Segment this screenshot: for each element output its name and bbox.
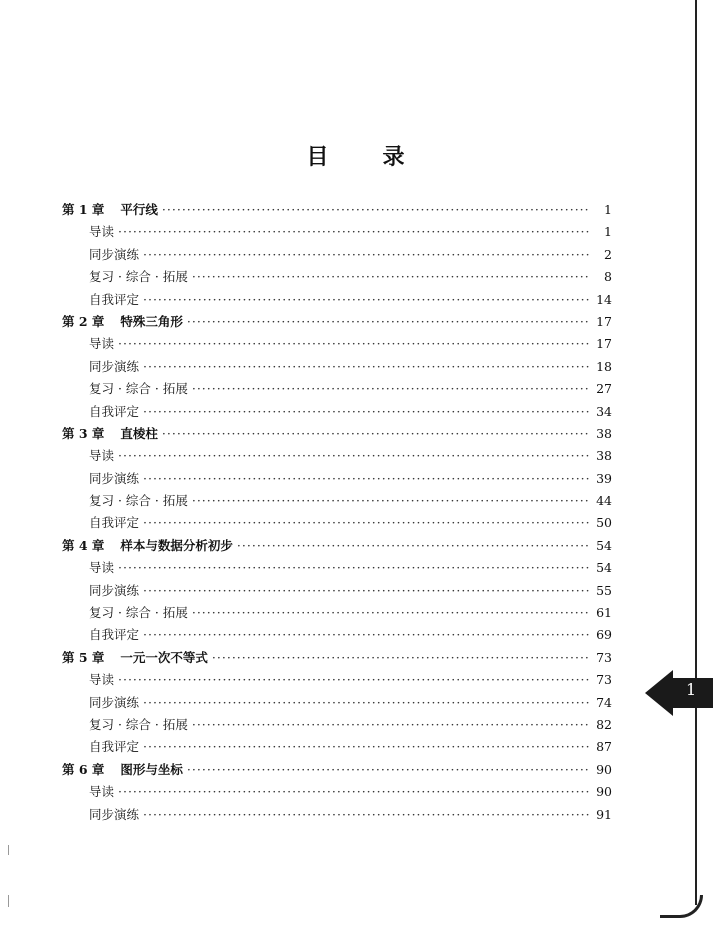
section-title: 导读	[89, 448, 115, 464]
page-number: 73	[596, 649, 612, 665]
chapter-title: 一元一次不等式	[120, 649, 208, 665]
chapter-number: 第 6 章	[62, 761, 105, 777]
toc-chapter-row[interactable]	[62, 423, 612, 445]
toc-section-row[interactable]	[62, 669, 612, 691]
toc-section-row[interactable]	[62, 378, 612, 400]
dot-leader	[192, 602, 590, 624]
dot-leader	[212, 647, 590, 669]
dot-leader	[237, 535, 590, 557]
page-curl	[660, 895, 703, 918]
page-number: 82	[596, 716, 612, 732]
toc-chapter-row[interactable]	[62, 759, 612, 781]
dot-leader	[162, 199, 590, 221]
chapter-number: 第 1 章	[62, 202, 105, 217]
page-number: 8	[604, 269, 612, 285]
section-title: 自我评定	[89, 627, 140, 643]
dot-leader	[192, 266, 590, 288]
toc-chapter-row[interactable]	[62, 311, 612, 333]
section-title: 导读	[89, 336, 115, 352]
section-title: 同步演练	[89, 582, 140, 598]
toc-section-row[interactable]	[62, 289, 612, 311]
toc-section-row[interactable]	[62, 401, 612, 423]
section-title: 复习 · 综合 · 拓展	[89, 381, 188, 397]
page-number: 73	[596, 672, 612, 688]
page-edge	[695, 0, 697, 905]
toc-chapter-row[interactable]	[62, 199, 612, 221]
chapter-number: 第 5 章	[62, 649, 105, 665]
page-number: 14	[596, 291, 612, 307]
chapter-title: 特殊三角形	[120, 313, 183, 329]
toc-section-row[interactable]	[62, 221, 612, 243]
dot-leader	[118, 557, 590, 579]
toc-section-row[interactable]	[62, 580, 612, 602]
dot-leader	[187, 759, 590, 781]
margin-mark	[8, 895, 9, 907]
page-number: 44	[596, 493, 612, 509]
title-char: 录	[382, 144, 407, 170]
chapter-title: 平行线	[120, 202, 158, 217]
page-number: 61	[596, 605, 612, 621]
section-title: 复习 · 综合 · 拓展	[89, 716, 188, 732]
dot-leader	[192, 378, 590, 400]
section-title: 同步演练	[89, 470, 140, 486]
toc-section-row[interactable]	[62, 244, 612, 266]
section-title: 自我评定	[89, 515, 140, 531]
toc-section-row[interactable]	[62, 468, 612, 490]
chapter-number: 第 4 章	[62, 537, 105, 553]
page-number: 91	[596, 806, 612, 822]
chapter-title: 直棱柱	[120, 425, 158, 441]
section-title: 自我评定	[89, 291, 140, 307]
chapter-tab-arrow-icon	[645, 668, 713, 718]
page-number: 17	[596, 313, 612, 329]
toc-section-row[interactable]	[62, 266, 612, 288]
dot-leader	[118, 669, 590, 691]
toc-section-row[interactable]	[62, 557, 612, 579]
toc-section-row[interactable]	[62, 602, 612, 624]
dot-leader	[143, 468, 590, 490]
chapter-title: 样本与数据分析初步	[120, 537, 233, 553]
toc-section-row[interactable]	[62, 333, 612, 355]
section-title: 自我评定	[89, 739, 140, 755]
page-number: 38	[596, 425, 612, 441]
dot-leader	[192, 714, 590, 736]
toc-section-row[interactable]	[62, 736, 612, 758]
section-title: 复习 · 综合 · 拓展	[89, 605, 188, 621]
page-number: 90	[596, 761, 612, 777]
dot-leader	[118, 445, 590, 467]
chapter-number: 第 2 章	[62, 313, 105, 329]
section-title: 导读	[89, 672, 115, 688]
dot-leader	[143, 244, 590, 266]
page-number: 2	[604, 246, 612, 262]
table-of-contents	[62, 199, 612, 826]
dot-leader	[118, 221, 590, 243]
dot-leader	[143, 401, 590, 423]
dot-leader	[143, 512, 590, 534]
dot-leader	[192, 490, 590, 512]
dot-leader	[143, 580, 590, 602]
chapter-title: 图形与坐标	[120, 761, 183, 777]
page-number: 74	[596, 694, 612, 710]
page-number: 55	[596, 582, 612, 598]
toc-section-row[interactable]	[62, 804, 612, 826]
page-number: 1	[604, 202, 612, 217]
page-number: 38	[596, 448, 612, 464]
section-title: 复习 · 综合 · 拓展	[89, 493, 188, 509]
dot-leader	[143, 289, 590, 311]
toc-section-row[interactable]	[62, 692, 612, 714]
title-char: 目	[306, 144, 331, 170]
chapter-tab-number: 1	[686, 680, 697, 699]
section-title: 导读	[89, 224, 115, 240]
margin-mark	[8, 845, 9, 855]
toc-section-row[interactable]	[62, 781, 612, 803]
toc-section-row[interactable]	[62, 356, 612, 378]
page-number: 39	[596, 470, 612, 486]
page-number: 50	[596, 515, 612, 531]
section-title: 同步演练	[89, 246, 140, 262]
page-number: 34	[596, 403, 612, 419]
chapter-number: 第 3 章	[62, 425, 105, 441]
page-number: 54	[596, 560, 612, 576]
toc-section-row[interactable]	[62, 512, 612, 534]
toc-section-row[interactable]	[62, 714, 612, 736]
dot-leader	[187, 311, 590, 333]
dot-leader	[143, 804, 590, 826]
toc-section-row[interactable]	[62, 445, 612, 467]
section-title: 同步演练	[89, 806, 140, 822]
page-number: 87	[596, 739, 612, 755]
dot-leader	[143, 692, 590, 714]
dot-leader	[118, 781, 590, 803]
toc-chapter-row[interactable]	[62, 535, 612, 557]
dot-leader	[118, 333, 590, 355]
page-number: 54	[596, 537, 612, 553]
page-number: 69	[596, 627, 612, 643]
dot-leader	[143, 356, 590, 378]
dot-leader	[143, 624, 590, 646]
page-title	[0, 140, 713, 171]
toc-section-row[interactable]	[62, 490, 612, 512]
page-number: 17	[596, 336, 612, 352]
page-number: 18	[596, 358, 612, 374]
section-title: 自我评定	[89, 403, 140, 419]
page-number: 1	[604, 224, 612, 240]
section-title: 复习 · 综合 · 拓展	[89, 269, 188, 285]
page-number: 90	[596, 784, 612, 800]
section-title: 导读	[89, 784, 115, 800]
dot-leader	[162, 423, 590, 445]
toc-section-row[interactable]	[62, 624, 612, 646]
section-title: 导读	[89, 560, 115, 576]
section-title: 同步演练	[89, 694, 140, 710]
dot-leader	[143, 736, 590, 758]
section-title: 同步演练	[89, 358, 140, 374]
page-number: 27	[596, 381, 612, 397]
toc-chapter-row[interactable]	[62, 647, 612, 669]
